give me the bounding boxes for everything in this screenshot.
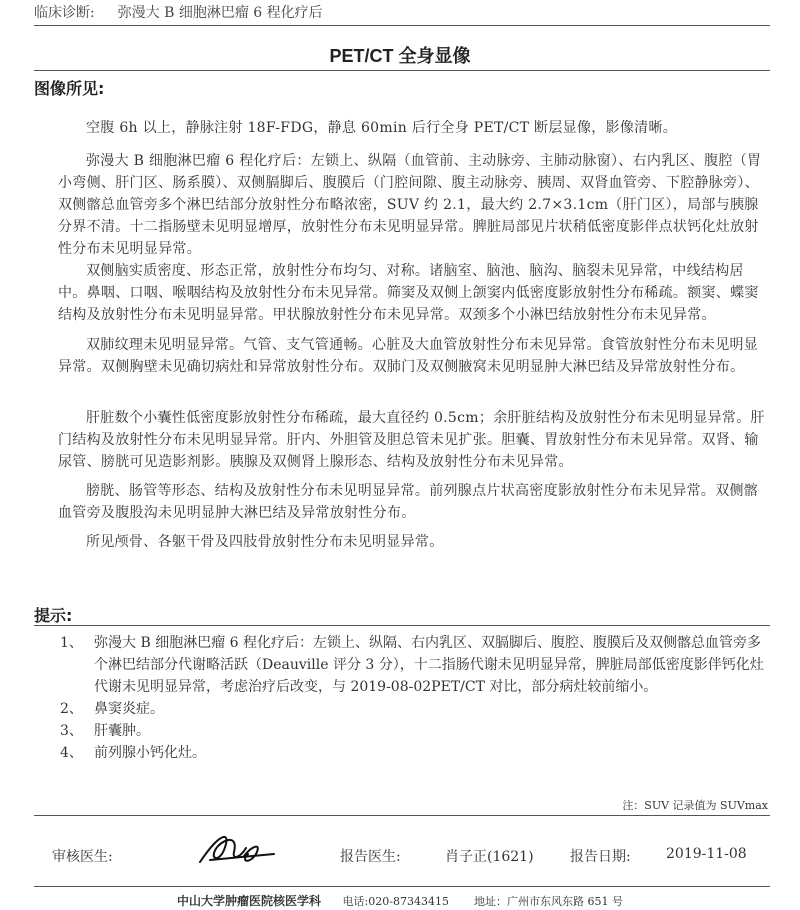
list-item [60,742,772,764]
item-number: 1、 [60,635,83,651]
reviewer-label: 审核医生: [52,849,113,865]
item-text: 弥漫大 B 细胞淋巴瘤 6 程化疗后：左锁上、纵隔、右内乳区、双膈脚后、腹腔、腹膜后及双侧髂总血管旁多个淋巴结部分代谢略活跃（Deauville 评分 3 分），十二指肠代谢未见明显异常，脾脏局部低密度影伴钙化灶代谢未见明显异常，考虑治疗后改变，与 2019-08-02PET/CT 对比，部分病灶较前缩小。 [94,635,764,695]
list-item [60,632,772,698]
footer [0,892,800,909]
findings-paragraph: 双肺纹理未见明显异常。气管、支气管通畅。心脏及大血管放射性分布未见异常。食管放射性分布未见明显异常。双侧胸壁未见确切病灶和异常放射性分布。双肺门及双侧腋窝未见明显肿大淋巴结及异常放射性分布。 [58,337,759,375]
findings-paragraph: 膀胱、肠管等形态、结构及放射性分布未见明显异常。前列腺点片状高密度影放射性分布未见异常。双侧髂血管旁及腹股沟未见明显肿大淋巴结及异常放射性分布。 [58,483,759,521]
suv-note: 注：SUV 记录值为 SUVmax [622,799,768,812]
diagnosis-value: 弥漫大 B 细胞淋巴瘤 6 程化疗后 [117,5,323,21]
impression-list [60,632,772,764]
clinical-diagnosis [34,2,323,22]
footer-divider [34,886,770,887]
impression-divider [34,625,770,626]
findings-paragraph: 所见颅骨、各躯干骨及四肢骨放射性分布未见明显异常。 [86,534,444,550]
impression-heading: 提示: [34,606,73,625]
report-date: 2019-11-08 [666,846,747,862]
findings-paragraph: 肝脏数个小囊性低密度影放射性分布稀疏，最大直径约 0.5cm；余肝脏结构及放射性分布未见明显异常。肝门结构及放射性分布未见明显异常。肝内、外胆管及胆总管未见扩张。胆囊、胃放射性分布未见异常。双肾、输尿管、膀胱可见造影剂影。胰腺及双侧肾上腺形态、结构及放射性分布未见异常。 [58,410,765,470]
hospital-phone: 电话:020-87343415 [342,895,449,908]
item-text: 前列腺小钙化灶。 [94,745,206,761]
report-date-label: 报告日期: [570,849,631,865]
reporter-name: 肖子正(1621) [445,849,534,865]
findings-heading: 图像所见: [34,79,105,98]
reporter-label: 报告医生: [340,849,401,865]
title-divider [34,70,770,71]
item-number: 2、 [60,701,83,717]
report-title: PET/CT 全身显像 [329,46,471,66]
diagnosis-label: 临床诊断: [34,5,95,21]
note-divider [34,815,770,816]
findings-paragraph: 双侧脑实质密度、形态正常，放射性分布均匀、对称。诸脑室、脑池、脑沟、脑裂未见异常，中线结构居中。鼻咽、口咽、喉咽结构及放射性分布未见异常。筛窦及双侧上颌窦内低密度影放射性分布稀疏。额窦、蝶窦结构及放射性分布未见明显异常。甲状腺放射性分布未见异常。双颈多个小淋巴结放射性分布未见异常。 [58,263,759,323]
reviewer-signature [190,828,280,870]
item-number: 4、 [60,745,83,761]
hospital-address: 地址：广州市东风东路 651 号 [473,895,623,908]
item-number: 3、 [60,723,83,739]
hospital-name: 中山大学肿瘤医院核医学科 [177,894,322,908]
item-text: 鼻窦炎症。 [94,701,164,717]
header-divider [34,25,770,26]
list-item [60,698,772,720]
findings-paragraph: 空腹 6h 以上，静脉注射 18F-FDG，静息 60min 后行全身 PET/CT 断层显像，影像清晰。 [86,120,678,136]
findings-paragraph: 弥漫大 B 细胞淋巴瘤 6 程化疗后：左锁上、纵隔（血管前、主动脉旁、主肺动脉窗）、右内乳区、腹腔（胃小弯侧、肝门区、肠系膜）、双侧膈脚后、腹膜后（门腔间隙、腹主动脉旁、胰周、双肾血管旁、下腔静脉旁）、双侧髂总血管旁多个淋巴结部分放射性分布略浓密，SUV 约 2.1，最大约 2.7×3.1cm（肝门区），局部与胰腺分界不清。十二指肠壁未见明显增厚，放射性分布未见明显异常。脾脏局部见片状稍低密度影伴点状钙化灶放射性分布未见明显异常。 [58,153,762,257]
list-item [60,720,772,742]
item-text: 肝囊肿。 [94,723,150,739]
